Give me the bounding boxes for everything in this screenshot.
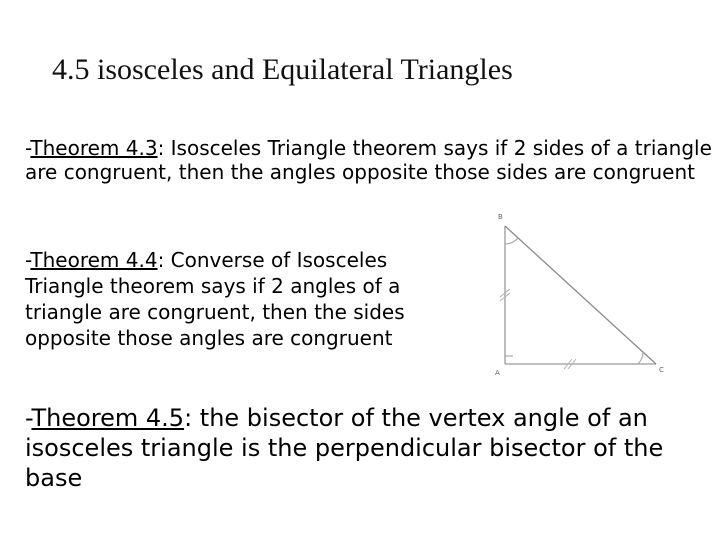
- theorem-text: : Isosceles Triangle theorem says if 2 sides of a triangle are congruent, then the angles opposite those sides are congruent: [25, 136, 712, 184]
- theorem-prefix: -: [25, 136, 31, 160]
- theorem-name: Theorem 4.4: [30, 248, 158, 272]
- slide-title: 4.5 isosceles and Equilateral Triangles: [52, 53, 513, 86]
- theorem-4-4-paragraph: [25, 247, 470, 351]
- vertex-label-b: B: [498, 213, 503, 221]
- theorem-name: Theorem 4.3: [30, 136, 158, 160]
- theorem-4-5-paragraph: [25, 403, 715, 493]
- vertex-label-a: A: [495, 369, 500, 377]
- triangle-diagram: [478, 196, 686, 380]
- theorem-4-3-paragraph: [25, 136, 715, 184]
- theorem-text: : Converse of Isosceles Triangle theorem says if 2 angles of a triangle are congruent, then the sides opposite those angles are congruent: [25, 248, 405, 350]
- theorem-text: : the bisector of the vertex angle of an isosceles triangle is the perpendicular bisector of the base: [25, 404, 664, 492]
- theorem-name: Theorem 4.5: [31, 404, 185, 432]
- theorem-prefix: -: [25, 248, 31, 272]
- vertex-label-c: C: [659, 366, 664, 374]
- diagram-background: [478, 196, 686, 380]
- theorem-prefix: -: [25, 404, 32, 432]
